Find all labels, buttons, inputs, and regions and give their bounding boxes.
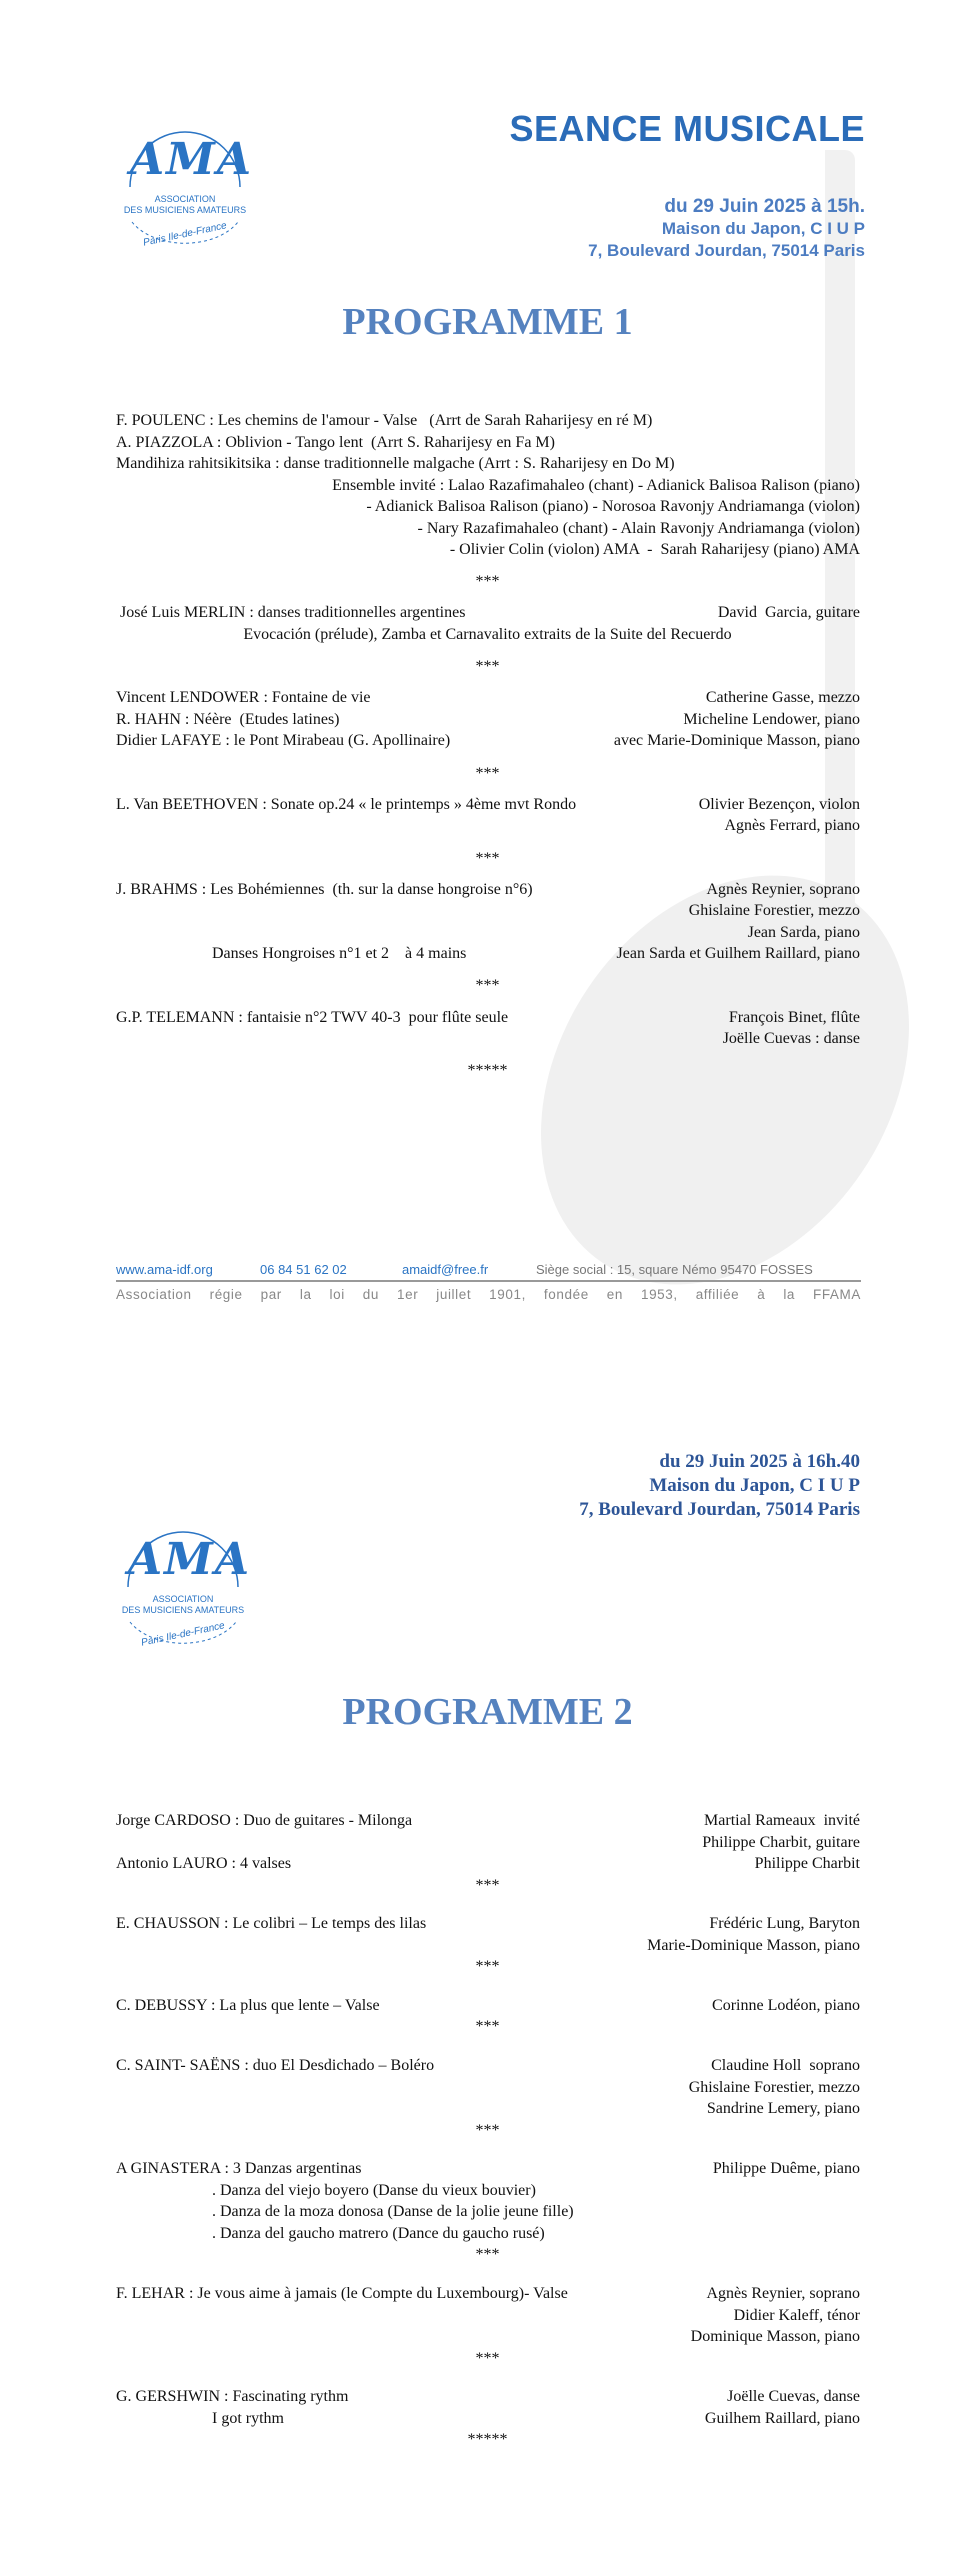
performer-line: Ensemble invité : Lalao Razafimahaleo (chant) - Adianick Balisoa Ralison (piano) (332, 476, 860, 494)
logo-letters: AMA (130, 134, 253, 185)
separator: ***** (467, 1062, 508, 1080)
separator: Evocación (prélude), Zamba et Carnavalito extraits de la Suite del Recuerdo (243, 625, 732, 643)
piece-line: L. Van BEETHOVEN : Sonate op.24 « le printemps » 4ème mvt Rondo (116, 795, 577, 813)
separator: *** (475, 2018, 500, 2036)
separator: *** (475, 2246, 500, 2264)
piece-line: A. PIAZZOLA : Oblivion - Tango lent (Arrt S. Raharijesy en Fa M) (116, 433, 555, 451)
separator: *** (475, 2349, 500, 2367)
logo-line-1: ASSOCIATION (154, 194, 216, 204)
piece-line: J. BRAHMS : Les Bohémiennes (th. sur la danse hongroise n°6) (116, 880, 533, 898)
performer-line: Frédéric Lung, Baryton (709, 1915, 860, 1933)
piece-line: Didier LAFAYE : le Pont Mirabeau (G. Apollinaire) (116, 732, 451, 750)
event-date: du 29 Juin 2025 à 16h.40 (659, 1451, 860, 1472)
performer-line: avec Marie-Dominique Masson, piano (613, 732, 860, 750)
logo-tagline: Paris Ile-de-France (140, 1620, 226, 1649)
footer-seat: Siège social : 15, square Némo 95470 FOSSES (536, 1262, 813, 1277)
piece-line: José Luis MERLIN : danses traditionnelles argentines (116, 604, 466, 622)
piece-line: Mandihiza rahitsikitsika : danse traditionnelle malgache (Arrt : S. Raharijesy en Do M) (116, 455, 675, 472)
performer-line: Micheline Lendower, piano (683, 710, 860, 728)
logo-line-2: DES MUSICIENS AMATEURS (123, 205, 247, 215)
piece-line: F. POULENC : Les chemins de l'amour - Valse (Arrt de Sarah Raharijesy en ré M) (116, 412, 653, 429)
footer-legal: Association régie par la loi du 1er juillet 1901, fondée en 1953, affiliée à la FFAMA (116, 1287, 861, 1302)
piece-line: C. DEBUSSY : La plus que lente – Valse (116, 1996, 380, 2014)
performer-line: Ghislaine Forestier, mezzo (688, 2078, 860, 2096)
performer-line: Philippe Charbit, guitare (702, 1833, 860, 1851)
event-info-2 (579, 1450, 860, 1522)
footer-phone: 06 84 51 62 02 (260, 1262, 347, 1277)
logo-tagline: Paris Ile-de-France (142, 220, 228, 249)
performer-line: - Nary Razafimahaleo (chant) - Alain Ravonjy Andriamanga (violon) (417, 519, 860, 537)
ama-logo (108, 1512, 258, 1662)
performer-line: David Garcia, guitare (717, 604, 860, 622)
event-address: 7, Boulevard Jourdan, 75014 Paris (579, 1499, 860, 1520)
piece-line: Vincent LENDOWER : Fontaine de vie (116, 689, 371, 707)
event-address: 7, Boulevard Jourdan, 75014 Paris (588, 241, 865, 260)
performer-line: - Adianick Balisoa Ralison (piano) - Norosoa Ravonjy Andriamanga (violon) (366, 498, 860, 515)
performer-line: Dominique Masson, piano (690, 2328, 860, 2345)
performer-line: Corinne Lodéon, piano (712, 1996, 860, 2014)
performer-line: Catherine Gasse, mezzo (705, 689, 860, 707)
separator: *** (475, 1958, 500, 1976)
footer-divider (116, 1280, 861, 1282)
performer-line: Agnès Reynier, soprano (706, 880, 860, 898)
performer-line: Agnès Reynier, soprano (706, 2285, 860, 2302)
performer-line: Agnès Ferrard, piano (724, 817, 860, 835)
performer-line: Joëlle Cuevas, danse (727, 2388, 860, 2406)
logo-line-2: DES MUSICIENS AMATEURS (121, 1605, 245, 1615)
performer-line: Guilhem Raillard, piano (704, 2409, 860, 2427)
performer-line: Sandrine Lemery, piano (706, 2100, 860, 2118)
performer-line: Joëlle Cuevas : danse (722, 1030, 860, 1048)
piece-line: R. HAHN : Néère (Etudes latines) (116, 710, 340, 728)
performer-line: Olivier Bezençon, violon (698, 795, 860, 813)
logo-caption (110, 194, 260, 216)
piece-line: G.P. TELEMANN : fantaisie n°2 TWV 40-3 pour flûte seule (116, 1008, 509, 1026)
piece-line: C. SAINT- SAËNS : duo El Desdichado – Boléro (116, 2057, 435, 2075)
piece-line: . Danza del gaucho matrero (Dance du gaucho rusé) (116, 2224, 545, 2242)
logo-caption (108, 1594, 258, 1616)
event-info-1 (588, 196, 865, 262)
piece-line: I got rythm (116, 2409, 284, 2427)
performer-line: Marie-Dominique Masson, piano (647, 1936, 860, 1954)
piece-line: E. CHAUSSON : Le colibri – Le temps des lilas (116, 1915, 427, 1933)
separator: *** (475, 2121, 500, 2139)
performer-line: - Olivier Colin (violon) AMA - Sarah Raharijesy (piano) AMA (449, 541, 860, 558)
header-title: SEANCE MUSICALE (509, 108, 865, 149)
piece-line: . Danza de la moza donosa (Danse de la jolie jeune fille) (116, 2203, 574, 2221)
performer-line: Didier Kaleff, ténor (733, 2306, 860, 2324)
performer-line: Jean Sarda, piano (747, 923, 860, 941)
piece-line: G. GERSHWIN : Fascinating rythm (116, 2388, 349, 2406)
separator: *** (475, 1876, 500, 1894)
piece-line: Antonio LAURO : 4 valses (116, 1855, 292, 1872)
logo-letters: AMA (128, 1534, 251, 1585)
separator: *** (475, 573, 500, 591)
piece-line: Jorge CARDOSO : Duo de guitares - Milonga (116, 1812, 413, 1829)
performer-line: Philippe Charbit (754, 1855, 860, 1872)
piece-line: Danses Hongroises n°1 et 2 à 4 mains (116, 945, 467, 963)
separator: ***** (467, 2431, 508, 2449)
performer-line: Jean Sarda et Guilhem Raillard, piano (616, 945, 860, 963)
footer-website[interactable]: www.ama-idf.org (116, 1262, 213, 1277)
ama-logo (110, 112, 260, 262)
program-page-2 (0, 1330, 975, 2560)
logo-line-1: ASSOCIATION (152, 1594, 214, 1604)
event-venue: Maison du Japon, C I U P (649, 1475, 860, 1496)
separator: *** (475, 764, 500, 782)
footer-email[interactable]: amaidf@free.fr (402, 1262, 489, 1277)
piece-line: A GINASTERA : 3 Danzas argentinas (116, 2160, 362, 2178)
program-title: PROGRAMME 1 (342, 301, 633, 343)
separator: *** (475, 977, 500, 995)
performer-line: Philippe Duême, piano (712, 2160, 860, 2178)
separator: *** (475, 658, 500, 676)
piece-line: . Danza del viejo boyero (Danse du vieux bouvier) (116, 2181, 536, 2199)
performer-line: Claudine Holl soprano (711, 2057, 860, 2075)
separator: *** (475, 849, 500, 867)
event-venue: Maison du Japon, C I U P (661, 219, 865, 238)
performer-line: François Binet, flûte (728, 1008, 860, 1026)
program-title: PROGRAMME 2 (342, 1691, 633, 1733)
performer-line: Ghislaine Forestier, mezzo (688, 902, 860, 920)
performer-line: Martial Rameaux invité (704, 1812, 860, 1829)
piece-line: F. LEHAR : Je vous aime à jamais (le Compte du Luxembourg)- Valse (116, 2285, 568, 2302)
event-date: du 29 Juin 2025 à 15h. (664, 196, 865, 217)
